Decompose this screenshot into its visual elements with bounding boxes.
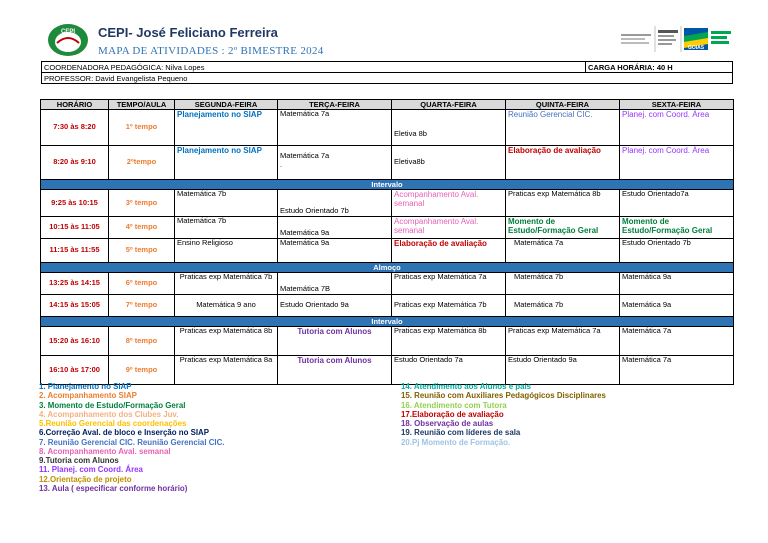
legend-item: 2. Acompanhamento SIAP [39, 391, 137, 401]
monday-cell: Matemática 7b [175, 217, 278, 239]
legend-item: 1. Planejamento no SIAP [39, 382, 132, 391]
monday-cell: Praticas exp Matemática 7b [175, 273, 278, 295]
gov-brand-text: GOIÁS [687, 45, 705, 51]
schedule-table [40, 99, 734, 385]
tuesday-cell: Estudo Orientado 9a [278, 295, 392, 317]
thursday-cell: Momento de Estudo/Formação Geral [506, 217, 620, 239]
wednesday-cell: Acompanhamento Aval. semanal [392, 217, 506, 239]
time-cell: 13:25 às 14:15 [41, 273, 109, 295]
table-row [41, 217, 734, 239]
time-cell: 8:20 às 9:10 [41, 146, 109, 180]
col-header-horario: HORÁRIO [41, 100, 109, 110]
tempo-cell: 4º tempo [109, 217, 175, 239]
legend-item: 4. Acompanhamento dos Clubes Juv. [39, 409, 179, 419]
tuesday-cell: Matemática 9a [278, 217, 392, 239]
school-name: CEPI- José Feliciano Ferreira [98, 25, 278, 40]
school-logo [47, 23, 89, 57]
thursday-cell: Reunião Gerencial CIC. [506, 110, 620, 146]
col-header-segunda: SEGUNDA-FEIRA [175, 100, 278, 110]
legend-item: 12.Orientação de projeto [39, 474, 132, 484]
time-cell: 10:15 às 11:05 [41, 217, 109, 239]
tuesday-cell: Estudo Orientado 7b [278, 190, 392, 217]
legend-item: 14. Atendimento aos Alunos e pais [401, 382, 532, 391]
monday-cell: Matemática 7b [175, 190, 278, 217]
intervalo-separator [41, 180, 734, 190]
table-row [41, 239, 734, 263]
time-cell: 14:15 às 15:05 [41, 295, 109, 317]
legend-item: 19. Reunião com líderes de sala [401, 428, 521, 438]
friday-cell: Estudo Orientado7a [620, 190, 734, 217]
thursday-cell: Matemática 7b [506, 295, 620, 317]
intervalo-separator-2 [41, 317, 734, 327]
tempo-cell: 8º tempo [109, 327, 175, 356]
thursday-cell: Matemática 7a [506, 239, 620, 263]
friday-cell: Matemática 7a [620, 356, 734, 385]
time-cell: 15:20 às 16:10 [41, 327, 109, 356]
time-cell: 16:10 às 17:00 [41, 356, 109, 385]
logo-text: CEPI [60, 29, 76, 35]
col-header-terca: TERÇA-FEIRA [278, 100, 392, 110]
tuesday-cell [278, 146, 392, 180]
legend-item: 20.Pj Momento de Formação. [401, 437, 511, 447]
page-header [44, 20, 734, 60]
table-row [41, 356, 734, 385]
friday-cell: Matemática 9a [620, 273, 734, 295]
legend-right [401, 382, 606, 447]
tuesday-text: Matemática 7a [280, 151, 330, 160]
legend-item: 9.Tutoria com Alunos [39, 456, 119, 465]
wednesday-cell: Praticas exp Matemática 7a [392, 273, 506, 295]
wednesday-cell: Elaboração de avaliação [392, 239, 506, 263]
wednesday-cell: Acompanhamento Aval. semanal [392, 190, 506, 217]
monday-cell: Ensino Religioso [175, 239, 278, 263]
thursday-cell: Estudo Orientado 9a [506, 356, 620, 385]
schedule-header-row [41, 100, 734, 110]
tuesday-cell: Matemática 7a [278, 110, 392, 146]
table-row [41, 146, 734, 180]
friday-cell: Estudo Orientado 7b [620, 239, 734, 263]
col-header-tempo: TEMPO/AULA [109, 100, 175, 110]
legend-item: 17.Elaboração de avaliação [401, 409, 504, 419]
thursday-cell: Elaboração de avaliação [506, 146, 620, 180]
friday-cell: Matemática 7a [620, 327, 734, 356]
legend-item: 16. Atendimento com Tutora [401, 400, 507, 410]
legend-item: 6.Correção Aval. de bloco e Inserção no SIAP [39, 428, 209, 438]
wednesday-cell: Estudo Orientado 7a [392, 356, 506, 385]
table-row [41, 327, 734, 356]
monday-cell: Matemática 9 ano [175, 295, 278, 317]
intervalo-label-2: Intervalo [41, 317, 734, 327]
time-cell: 7:30 às 8:20 [41, 110, 109, 146]
tempo-cell: 6º tempo [109, 273, 175, 295]
friday-cell: Planej. com Coord. Área [620, 110, 734, 146]
table-row [41, 110, 734, 146]
legend-left [39, 382, 224, 493]
tuesday-cell: Matemática 7B [278, 273, 392, 295]
tuesday-cell: Tutoria com Alunos [278, 327, 392, 356]
tempo-cell: 2ºtempo [109, 146, 175, 180]
workload-cell: CARGA HORÁRIA: 40 H [586, 62, 733, 73]
legend-item: 11. Planej. com Coord. Área [39, 465, 143, 475]
col-header-quinta: QUINTA-FEIRA [506, 100, 620, 110]
wednesday-cell: Eletiva8b [392, 146, 506, 180]
friday-cell: Matemática 9a [620, 295, 734, 317]
table-row [41, 295, 734, 317]
intervalo-label: Intervalo [41, 180, 734, 190]
col-header-quarta: QUARTA-FEIRA [392, 100, 506, 110]
wednesday-cell: Praticas exp Matemática 7b [392, 295, 506, 317]
friday-cell: Momento de Estudo/Formação Geral [620, 217, 734, 239]
time-cell: 11:15 às 11:55 [41, 239, 109, 263]
legend-item: 13. Aula ( especificar conforme horário) [39, 483, 188, 493]
monday-cell: Praticas exp Matemática 8a [175, 356, 278, 385]
time-cell: 9:25 às 10:15 [41, 190, 109, 217]
monday-cell: Planejamento no SIAP [175, 110, 278, 146]
legend-item: 8. Acompanhamento Aval. semanal [39, 446, 171, 456]
tuesday-cell: Matemática 9a [278, 239, 392, 263]
tempo-cell: 9º tempo [109, 356, 175, 385]
monday-cell: Praticas exp Matemática 8b [175, 327, 278, 356]
tuesday-cell: Tutoria com Alunos [278, 356, 392, 385]
friday-cell: Planej. com Coord. Área [620, 146, 734, 180]
thursday-cell: Praticas exp Matemática 8b [506, 190, 620, 217]
coordinator-cell: COORDENADORA PEDAGÓGICA: Nilva Lopes [42, 62, 586, 73]
table-row [41, 190, 734, 217]
legend-item: 5.Reunião Gerencial das coordenações [39, 419, 187, 428]
tempo-cell: 1º tempo [109, 110, 175, 146]
tempo-cell: 5º tempo [109, 239, 175, 263]
tuesday-extra: . [280, 159, 283, 169]
almoco-label: Almoço [41, 263, 734, 273]
tempo-cell: 3º tempo [109, 190, 175, 217]
info-table [41, 61, 733, 84]
legend-item: 15. Reunião com Auxiliares Pedagógicos Disciplinares [401, 391, 606, 401]
thursday-cell: Matemática 7b [506, 273, 620, 295]
almoco-separator [41, 263, 734, 273]
legend-item: 18. Observação de aulas [401, 419, 494, 428]
wednesday-cell: Eletiva 8b [392, 110, 506, 146]
legend-item: 7. Reunião Gerencial CIC. Reunião Gerencial CIC. [39, 437, 225, 447]
government-logos [621, 22, 733, 56]
teacher-cell: PROFESSOR: David Evangelista Pequeno [42, 73, 733, 84]
wednesday-cell: Praticas exp Matemática 8b [392, 327, 506, 356]
col-header-sexta: SEXTA-FEIRA [620, 100, 734, 110]
page-subtitle: MAPA DE ATIVIDADES : 2º BIMESTRE 2024 [98, 45, 324, 57]
table-row [41, 273, 734, 295]
monday-cell: Planejamento no SIAP [175, 146, 278, 180]
tempo-cell: 7º tempo [109, 295, 175, 317]
thursday-cell: Praticas exp Matemática 7a [506, 327, 620, 356]
legend-item: 3. Momento de Estudo/Formação Geral [39, 400, 186, 410]
